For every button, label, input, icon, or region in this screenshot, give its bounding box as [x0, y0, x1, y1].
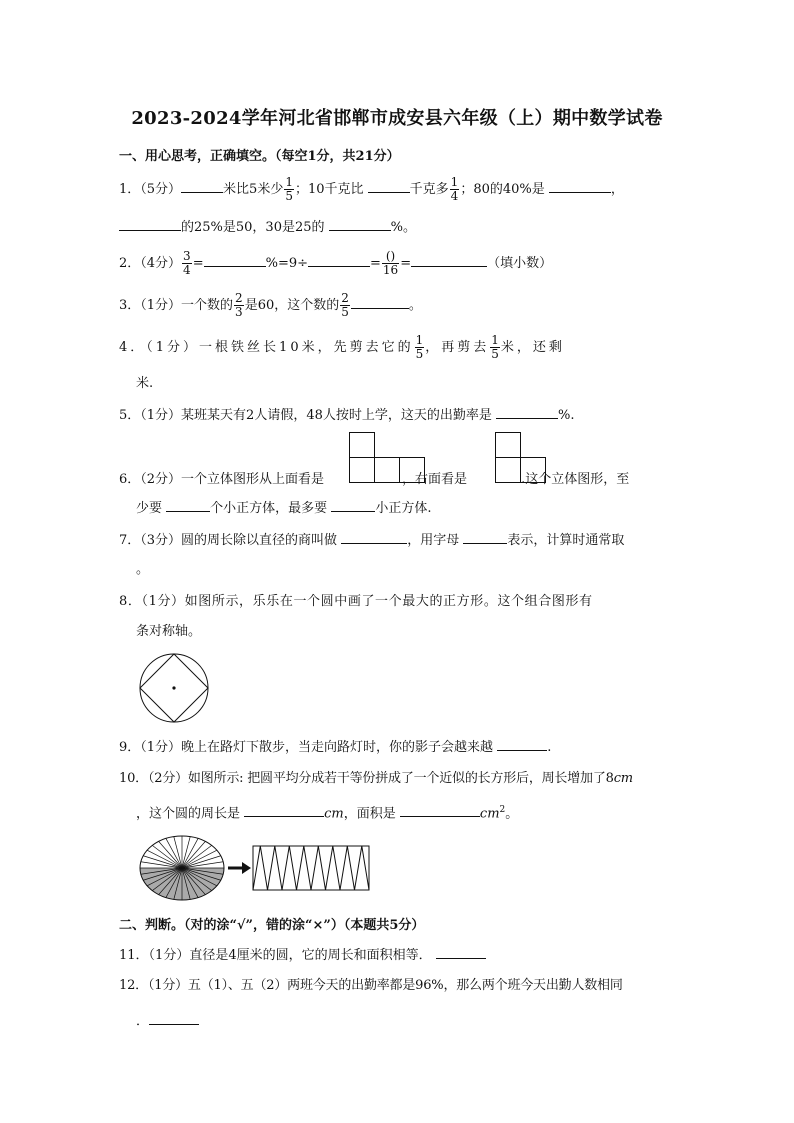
- fraction: [182, 250, 192, 277]
- q4-text: 米.: [136, 376, 154, 391]
- q10-text: ，面积是: [343, 806, 396, 822]
- q2-text: %=9÷: [265, 256, 309, 271]
- answer-blank[interactable]: [463, 529, 507, 544]
- q12-text: ．: [136, 1014, 150, 1029]
- q5-text: 5．（1分）某班某天有2人请假，48人按时上学，这天的出勤率是: [119, 408, 492, 423]
- unit-cm: cm: [613, 771, 633, 786]
- fraction: [450, 176, 460, 203]
- fraction: [284, 176, 294, 203]
- answer-blank[interactable]: [368, 178, 410, 193]
- q6-text: 6．（2分）一个立体图形从上面看是: [119, 472, 325, 487]
- q1-text: %。: [390, 220, 417, 235]
- section-1-heading: 一、用心思考，正确填空。（每空1分，共21分）: [119, 149, 400, 164]
- unit-cm: cm: [324, 806, 344, 822]
- q3-text: 3．（1分）一个数的: [119, 298, 234, 313]
- q3-text: 。: [408, 298, 422, 313]
- answer-blank[interactable]: [329, 216, 391, 231]
- question-7-line-2: [136, 560, 696, 580]
- q1-text: 的25%是50，30是25的: [181, 220, 325, 235]
- answer-blank[interactable]: [181, 178, 223, 193]
- denominator: 5: [285, 189, 293, 203]
- denominator: 5: [341, 305, 349, 319]
- answer-blank[interactable]: [496, 404, 558, 419]
- answer-blank[interactable]: [308, 252, 370, 267]
- q9-text: .: [547, 740, 552, 755]
- q4-text: ，再剪去: [425, 340, 490, 355]
- numerator: 1: [450, 175, 459, 189]
- circle-to-rectangle-figure: [136, 834, 372, 902]
- q1-text: ；80的40%是: [460, 182, 545, 197]
- denominator: 4: [183, 263, 191, 277]
- q6-text: 个小正方体，最多要: [210, 501, 328, 516]
- circle-square-figure: [136, 652, 212, 724]
- question-6-line-1: [119, 470, 679, 490]
- answer-blank[interactable]: [549, 178, 611, 193]
- q8-text: 条对称轴。: [136, 624, 202, 639]
- q2-text: =: [370, 256, 381, 271]
- q2-text: =: [192, 256, 204, 271]
- q1-text: 米比5米少: [223, 182, 284, 197]
- q10-text: ，这个圆的周长是: [136, 806, 241, 822]
- q2-text: =: [400, 256, 412, 271]
- numerator: 2: [341, 291, 349, 305]
- q4-text: 4．（1分）一根铁丝长10米，先剪去它的: [119, 340, 414, 355]
- fraction: [382, 250, 399, 277]
- question-12-line-1: [119, 976, 679, 996]
- numerator: 3: [183, 249, 191, 263]
- question-3: [119, 292, 679, 319]
- answer-blank[interactable]: [341, 529, 407, 544]
- q6-text: .这个立体图形，至: [521, 472, 630, 487]
- question-12-line-2: [136, 1010, 696, 1032]
- question-4-line-2: [136, 374, 696, 394]
- question-11: [119, 944, 679, 966]
- question-5: [119, 404, 679, 426]
- numerator: 1: [415, 333, 424, 347]
- q2-number: 2．（4分）: [119, 256, 182, 271]
- q7-text: 7．（3分）圆的周长除以直径的商叫做: [119, 533, 338, 548]
- denominator: 5: [415, 347, 424, 361]
- q5-text: %.: [558, 408, 575, 423]
- question-2: [119, 250, 679, 277]
- denominator: 3: [235, 305, 243, 319]
- q1-text: ，: [610, 182, 624, 197]
- answer-blank[interactable]: [497, 736, 547, 751]
- q6-text: 少要: [136, 501, 163, 516]
- superscript: 2: [499, 805, 506, 815]
- question-9: [119, 736, 679, 758]
- question-8-line-1: [119, 592, 679, 612]
- answer-blank[interactable]: [149, 1010, 199, 1025]
- numerator: 1: [491, 333, 499, 347]
- q9-text: 9．（1分）晚上在路灯下散步，当走向路灯时，你的影子会越来越: [119, 740, 494, 755]
- question-10-line-2: [136, 800, 696, 824]
- q4-text: 米，还剩: [500, 340, 565, 355]
- question-1-line-2: [119, 216, 679, 238]
- denominator: 4: [450, 189, 459, 203]
- q6-text: 小正方体.: [375, 501, 432, 516]
- q7-text: ，用字母: [407, 533, 460, 548]
- fraction: [234, 292, 244, 319]
- q1-text: 千克多: [409, 182, 449, 197]
- denominator: 5: [491, 347, 499, 361]
- q11-text: 11．（1分）直径是4厘米的圆，它的周长和面积相等．: [119, 948, 432, 963]
- q7-text: 。: [136, 562, 150, 577]
- question-4-line-1: [119, 334, 679, 361]
- q10-text: 10．（2分）如图所示: 把圆平均分成若干等份拼成了一个近似的长方形后，周长增加了8: [119, 771, 614, 786]
- numerator: (): [382, 250, 399, 264]
- numerator: 1: [285, 175, 293, 189]
- answer-blank[interactable]: [331, 497, 375, 512]
- fraction: [415, 334, 425, 361]
- answer-blank[interactable]: [411, 252, 487, 267]
- page-title: 2023-2024学年河北省邯郸市成安县六年级（上）期中数学试卷: [131, 108, 663, 129]
- answer-blank[interactable]: [351, 294, 409, 309]
- fraction: [340, 292, 350, 319]
- question-7-line-1: [119, 529, 679, 551]
- numerator: 2: [235, 291, 243, 305]
- q10-text: 。: [505, 806, 519, 822]
- answer-blank[interactable]: [204, 252, 266, 267]
- q1-number: 1．（5分）: [119, 182, 182, 197]
- question-1-line-1: [119, 176, 679, 203]
- answer-blank[interactable]: [166, 497, 210, 512]
- denominator: 16: [382, 263, 399, 277]
- q7-text: 表示，计算时通常取: [507, 533, 625, 548]
- answer-blank[interactable]: [436, 944, 486, 959]
- question-8-line-2: [136, 622, 696, 642]
- answer-blank[interactable]: [119, 216, 181, 231]
- q3-text: 是60，这个数的: [244, 298, 340, 313]
- q1-text: ；10千克比: [294, 182, 364, 197]
- answer-blank[interactable]: [400, 802, 480, 817]
- unit-cm: cm: [479, 806, 500, 822]
- fraction: [490, 334, 500, 361]
- q8-text: 8．（1分）如图所示，乐乐在一个圆中画了一个最大的正方形。这个组合图形有: [119, 594, 593, 609]
- answer-blank[interactable]: [244, 802, 324, 817]
- question-10-line-1: [119, 769, 679, 789]
- question-6-line-2: [136, 497, 696, 519]
- q6-text: ，右面看是: [402, 472, 468, 487]
- q12-text: 12．（1分）五（1）、五（2）两班今天的出勤率都是96%，那么两个班今天出勤人数相同: [119, 978, 623, 993]
- section-2-heading: 二、判断。（对的涂“√”，错的涂“×”）（本题共5分）: [119, 918, 425, 933]
- q2-text: （填小数）: [487, 256, 553, 271]
